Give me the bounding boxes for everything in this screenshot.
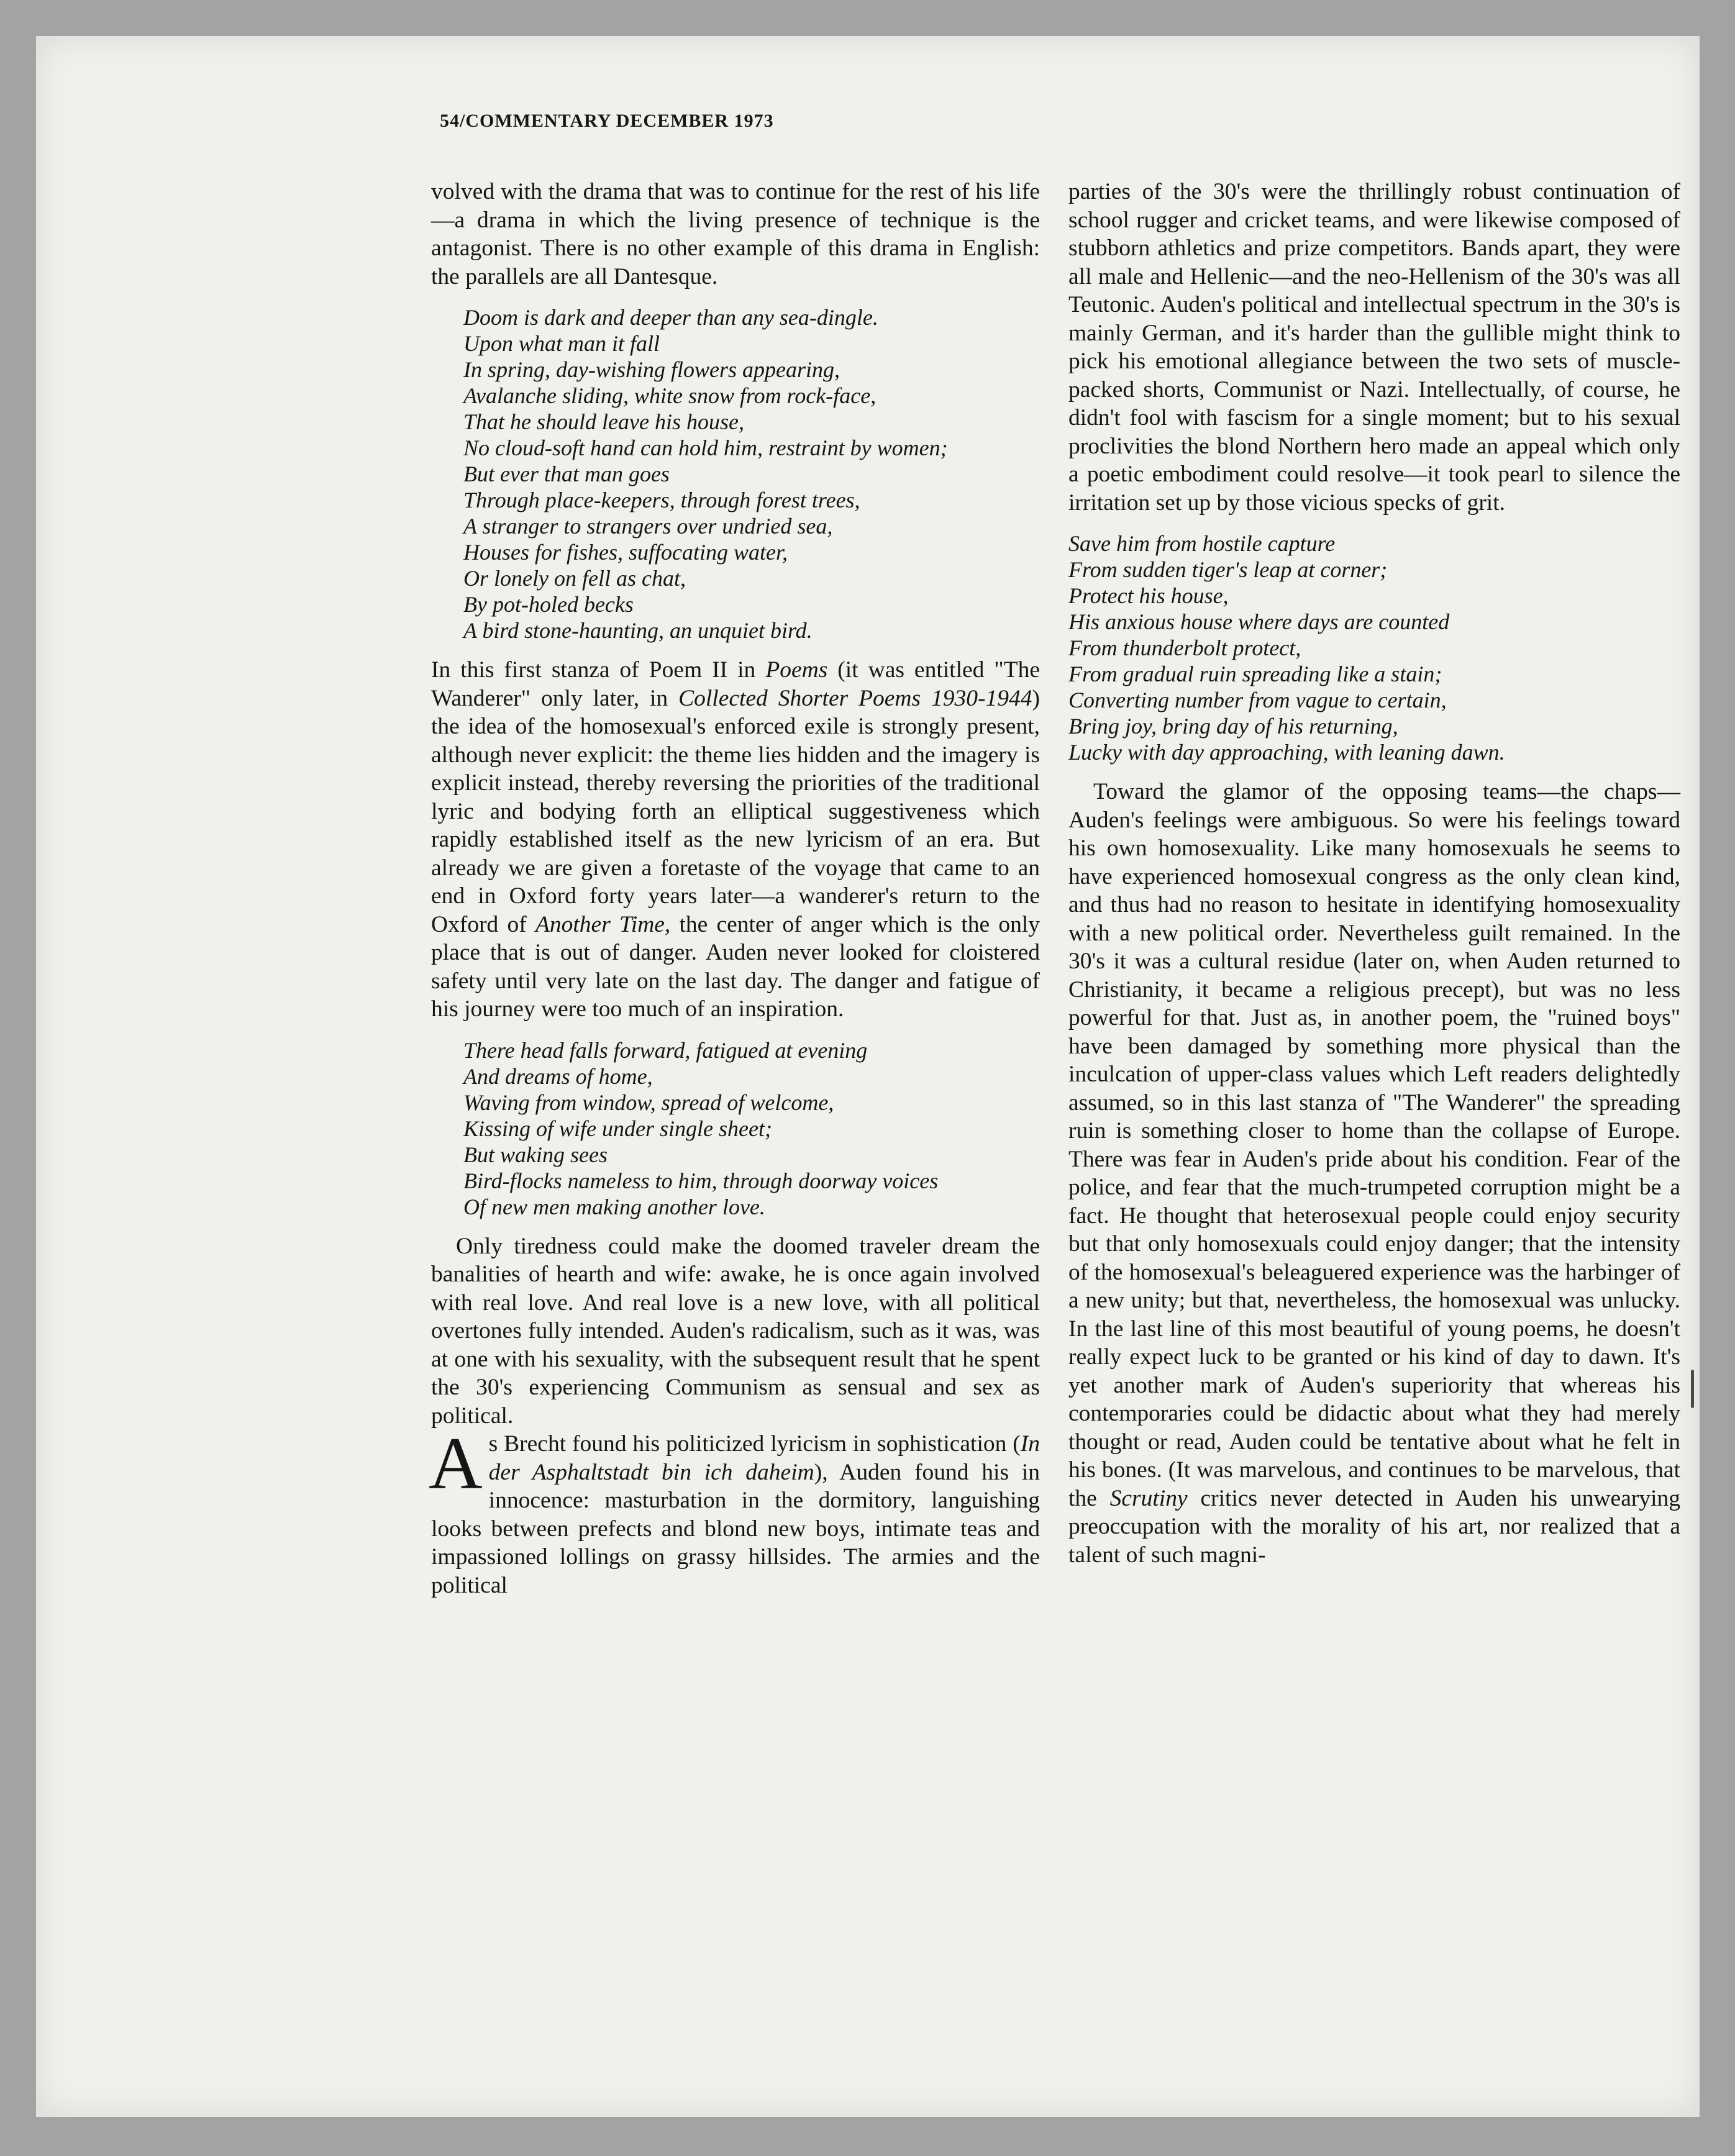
left-column <box>431 178 1040 1599</box>
poem-line: Through place-keepers, through forest trees, <box>463 488 860 512</box>
poem-line: In spring, day-wishing flowers appearing, <box>463 357 840 382</box>
poem-stanza-1 <box>463 304 1040 644</box>
left-paragraph-1: volved with the drama that was to continue for the rest of his life—a drama in which the living presence of technique is the antagonist. There is no other example of this drama in English: the parallels are all Dantesque. <box>431 179 1040 289</box>
poem-line: And dreams of home, <box>463 1063 653 1089</box>
poem-line: But ever that man goes <box>463 462 670 486</box>
poem-line: There head falls forward, fatigued at evening <box>463 1037 868 1063</box>
poem-line: By pot-holed becks <box>463 592 634 617</box>
poem-line: From sudden tiger's leap at corner; <box>1068 557 1388 582</box>
poem-line: Kissing of wife under single sheet; <box>463 1116 772 1141</box>
right-paragraph-2: Toward the glamor of the opposing teams—the chaps—Auden's feelings were ambiguous. So were his feelings toward his own homosexuality. Like many homosexuals he seems to have experienced homosexual congress as the only clean kind, and thus had no reason to hesitate in identifying homosexuality with a new political order. Nevertheless guilt remained. In the 30's it was a cultural residue (later on, when Auden returned to Christianity, it became a religious precept), but was no less powerful for that. Just as, in another poem, the "ruined boys" have been damaged by something more physical than the inculcation of upper-class values which Left readers delightedly assumed, so in this last stanza of "The Wanderer" the spreading ruin is something closer to home than the collapse of Europe. There was fear in Auden's pride about his condition. Fear of the police, and fear that the much-trumpeted corruption might be a fact. He thought that heterosexual people could enjoy security but that only homosexuals could enjoy danger; that the intensity of the homosexual's beleaguered experience was the harbinger of a new unity; but that, nevertheless, the homosexual was unlucky. In the last line of this most beautiful of young poems, he doesn't really expect luck to be granted or his kind of day to dawn. It's yet another mark of Auden's superiority that whereas his contemporaries could be didactic about what they had merely thought or read, Auden could be tentative about what he felt in his bones. (It was marvelous, and continues to be marvelous, that the Scrutiny critics never detected in Auden his unwearying preoccupation with the morality of his art, nor realized that a talent of such magni- <box>1068 779 1680 1568</box>
poem-line: His anxious house where days are counted <box>1068 609 1450 634</box>
poem-line: Save him from hostile capture <box>1068 531 1336 556</box>
drop-cap: A <box>429 1422 483 1504</box>
poem-line: But waking sees <box>463 1142 608 1167</box>
poem-line: That he should leave his house, <box>463 409 744 434</box>
left-paragraph-2: In this first stanza of Poem II in Poems (it was entitled "The Wanderer" only later, in Collected Shorter Poems 1930-1944) the idea of the homosexual's enforced exile is strongly present, although never explicit: the theme lies hidden and the imagery is explicit instead, thereby reversing the priorities of the traditional lyric and bodying forth an elliptical suggestiveness which rapidly established itself as the new lyricism of an era. But already we are given a foretaste of the voyage that came to an end in Oxford forty years later—a wanderer's return to the Oxford of Another Time, the center of anger which is the only place that is out of danger. Auden never looked for cloistered safety until very late on the last day. The danger and fatigue of his journey were too much of an inspiration. <box>431 657 1041 1022</box>
poem-line: A bird stone-haunting, an unquiet bird. <box>463 618 813 643</box>
poem-stanza-2 <box>463 1037 1040 1220</box>
poem-line: Houses for fishes, suffocating water, <box>463 540 788 565</box>
right-paragraph-1: parties of the 30's were the thrillingly robust continuation of school rugger and cricket teams, and were likewise composed of stubborn athletics and prize competitors. Bands apart, they were all male and Hellenic—and the neo-Hellenism of the 30's was all Teutonic. Auden's political and intellectual spectrum in the 30's is mainly German, and it's harder than the gullible might think to pick his emotional allegiance between the two sets of muscle-packed shorts, Communist or Nazi. Intellectually, of course, he didn't fool with fascism for a single moment; but to his sexual proclivities the blond Northern hero made an appeal which only a poetic embodiment could resolve—it took pearl to silence the irritation set up by those vicious specks of grit. <box>1068 179 1680 516</box>
poem-line: Bring joy, bring day of his returning, <box>1068 714 1398 739</box>
poem-line: Waving from window, spread of welcome, <box>463 1089 834 1115</box>
margin-mark <box>1691 1370 1694 1408</box>
poem-line: From thunderbolt protect, <box>1068 635 1301 660</box>
poem-stanza-3 <box>1068 530 1680 765</box>
right-column <box>1068 178 1680 1569</box>
poem-line: Bird-flocks nameless to him, through doorway voices <box>463 1168 939 1193</box>
left-paragraph-3: Only tiredness could make the doomed traveler dream the banalities of hearth and wife: awake, he is once again involved with real love. And real love is a new love, with all political overtones fully intended. Auden's radicalism, such as it was, was at one with his sexuality, with the subsequent result that he spent the 30's experiencing Communism as sensual and sex as political. <box>431 1233 1040 1429</box>
poem-line: Protect his house, <box>1068 583 1229 608</box>
poem-line: Or lonely on fell as chat, <box>463 566 686 591</box>
poem-line: A stranger to strangers over undried sea, <box>463 514 833 539</box>
poem-line: From gradual ruin spreading like a stain; <box>1068 662 1442 686</box>
poem-line: No cloud-soft hand can hold him, restraint by women; <box>463 435 948 460</box>
poem-line: Doom is dark and deeper than any sea-dingle. <box>463 305 878 330</box>
page-header: 54/COMMENTARY DECEMBER 1973 <box>440 111 774 131</box>
poem-line: Avalanche sliding, white snow from rock-face, <box>463 383 877 408</box>
poem-line: Of new men making another love. <box>463 1194 765 1219</box>
poem-line: Upon what man it fall <box>463 331 660 356</box>
poem-line: Converting number from vague to certain, <box>1068 688 1447 712</box>
left-paragraph-4: As Brecht found his politicized lyricism in sophistication (In der Asphaltstadt bin ich daheim), Auden found his in innocence: masturbation in the dormitory, languishing looks between prefects and blond new boys, intimate teas and impassioned lollings on grassy hillsides. The armies and the political <box>429 1422 1040 1598</box>
poem-line: Lucky with day approaching, with leaning dawn. <box>1068 740 1505 765</box>
